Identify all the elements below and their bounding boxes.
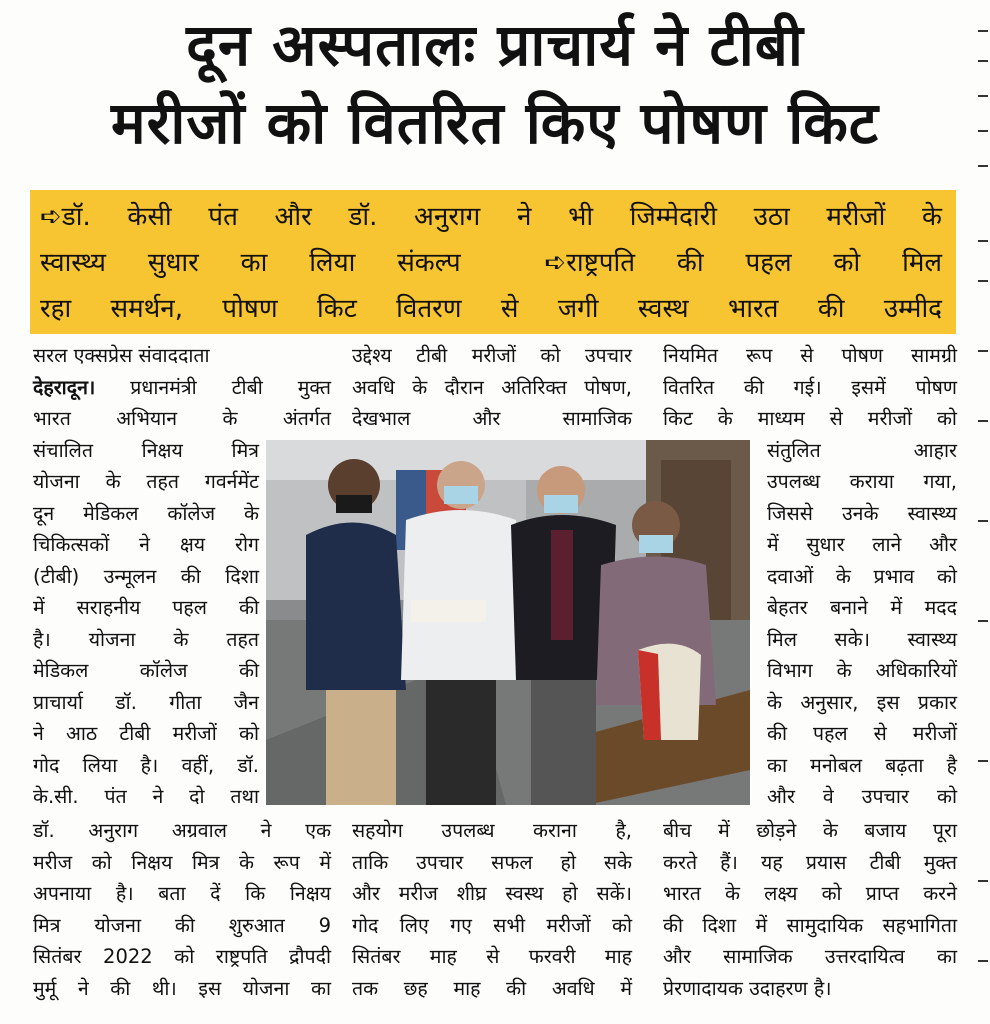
- text-line: किट के माध्यम से मरीजों को: [663, 407, 957, 430]
- edge-mark: [978, 420, 988, 422]
- text-line: विभाग के अधिकारियों: [767, 659, 957, 682]
- headline-line-1: दून अस्पतालः प्राचार्य ने टीबी: [186, 11, 804, 79]
- text-line: योजना के तहत गवर्नमेंट: [33, 470, 259, 493]
- right-arrow-icon: ➪: [40, 202, 62, 232]
- text-line: उपलब्ध कराया गया,: [767, 470, 957, 493]
- text-line: दून मेडिकल कॉलेज के: [33, 501, 259, 525]
- edge-mark: [978, 165, 988, 167]
- text-line: मिल सके। स्वास्थ्य: [767, 627, 957, 651]
- deck-text-2a: स्वास्थ्य सुधार का लिया संकल्प: [40, 248, 461, 278]
- edge-mark: [978, 95, 988, 97]
- text-line: में सुधार लाने और: [767, 533, 957, 556]
- text-line: मेडिकल कॉलेज की: [33, 659, 259, 682]
- text-line: सितंबर माह से फरवरी माह: [352, 945, 632, 968]
- text-line: बीच में छोड़ने के बजाय पूरा: [663, 819, 957, 842]
- deck-line-3: रहा समर्थन, पोषण किट वितरण से जगी स्वस्थ भारत की उम्मीद: [40, 294, 942, 324]
- dateline: देहरादून।: [33, 375, 96, 399]
- text-line: दवाओं के प्रभाव को: [767, 564, 957, 588]
- text-line: गोद लिया है। वहीं, डॉ.: [33, 753, 259, 777]
- text-line: भारत अभियान के अंतर्गत: [33, 407, 331, 430]
- deck-box: [30, 190, 956, 334]
- article-column-2-bottom: [352, 815, 632, 1004]
- text-line: देहरादून। प्रधानमंत्री टीबी मुक्त: [33, 375, 331, 399]
- text-line: गोद लिए गए सभी मरीजों को: [352, 913, 632, 937]
- text-line: सहयोग उपलब्ध कराना है,: [352, 819, 632, 842]
- text-line: की दिशा में सामुदायिक सहभागिता: [663, 913, 957, 937]
- text-line: प्राचार्या डॉ. गीता जैन: [33, 690, 259, 714]
- headline-line-2: मरीजों को वितरित किए पोषण किट: [110, 89, 879, 157]
- text-line: करते हैं। यह प्रयास टीबी मुक्त: [663, 850, 957, 874]
- text-line: ने आठ टीबी मरीजों को: [33, 722, 259, 745]
- text-line: संचालित निक्षय मित्र: [33, 438, 259, 462]
- text-line: मरीज को निक्षय मित्र के रूप में: [33, 850, 331, 874]
- text-line: उद्देश्य टीबी मरीजों को उपचार: [352, 344, 632, 367]
- edge-mark: [978, 30, 988, 32]
- headline: [20, 6, 970, 162]
- byline: सरल एक्सप्रेस संवाददाता: [33, 344, 210, 367]
- edge-mark: [978, 350, 988, 352]
- photo-illustration: [266, 440, 750, 805]
- text-line: की पहल से मरीजों: [767, 722, 957, 745]
- edge-mark: [978, 130, 988, 132]
- text-line: नियमित रूप से पोषण सामग्री: [663, 344, 957, 367]
- edge-mark: [978, 240, 988, 242]
- text-line: का मनोबल बढ़ता है: [767, 753, 957, 777]
- edge-mark: [978, 60, 988, 62]
- deck-text-2b: राष्ट्रपति की पहल को मिल: [566, 248, 942, 278]
- adjacent-column-edge: [972, 0, 990, 1024]
- deck-text-1: डॉ. केसी पंत और डॉ. अनुराग ने भी जिम्मेदारी उठा मरीजों के: [61, 202, 942, 232]
- article-column-3-bottom: [663, 815, 957, 1004]
- news-photo: [266, 440, 750, 805]
- text-line: के.सी. पंत ने दो तथा: [33, 785, 259, 808]
- edge-mark: [978, 760, 988, 762]
- text-line: और वे उपचार को: [767, 785, 957, 808]
- text-line: जिससे उनके स्वास्थ्य: [767, 501, 957, 525]
- right-arrow-icon: ➪: [544, 248, 567, 278]
- text-line: वितरित की गई। इसमें पोषण: [663, 375, 957, 399]
- article-column-2: [352, 340, 632, 435]
- edge-mark: [978, 880, 988, 882]
- text-line: संतुलित आहार: [767, 438, 957, 462]
- text-line: भारत के लक्ष्य को प्राप्त करने: [663, 882, 957, 905]
- text-line: है। योजना के तहत: [33, 627, 259, 651]
- text-line: और सामाजिक उत्तरदायित्व का: [663, 945, 957, 968]
- text-line: सितंबर 2022 को राष्ट्रपति द्रौपदी: [33, 945, 331, 968]
- edge-mark: [978, 280, 988, 282]
- edge-mark: [978, 520, 988, 522]
- text-line: और मरीज शीघ्र स्वस्थ हो सकें।: [352, 882, 632, 905]
- deck-line-1: [40, 194, 942, 240]
- edge-mark: [978, 620, 988, 622]
- text-line: मित्र योजना की शुरुआत 9: [33, 913, 331, 937]
- text-line: अवधि के दौरान अतिरिक्त पोषण,: [352, 375, 632, 399]
- article-column-1-bottom: [33, 815, 331, 1004]
- text-line: देखभाल और सामाजिक: [352, 407, 632, 430]
- edge-mark: [978, 960, 988, 962]
- text-line: के अनुसार, इस प्रकार: [767, 690, 957, 714]
- text-line: अपनाया है। बता दें कि निक्षय: [33, 882, 331, 905]
- text-line: में सराहनीय पहल की: [33, 596, 259, 619]
- text-line: तक छह माह की अवधि में: [352, 976, 632, 1000]
- text-line: (टीबी) उन्मूलन की दिशा: [33, 564, 259, 588]
- text-line: ताकि उपचार सफल हो सके: [352, 850, 632, 874]
- text-line: डॉ. अनुराग अग्रवाल ने एक: [33, 819, 331, 842]
- text-line: बेहतर बनाने में मदद: [767, 596, 957, 619]
- text-line: प्रेरणादायक उदाहरण है।: [663, 976, 832, 1000]
- text-line: चिकित्सकों ने क्षय रोग: [33, 533, 259, 556]
- deck-line-2: [40, 240, 942, 286]
- text-line: मुर्मू ने की थी। इस योजना का: [33, 976, 331, 1000]
